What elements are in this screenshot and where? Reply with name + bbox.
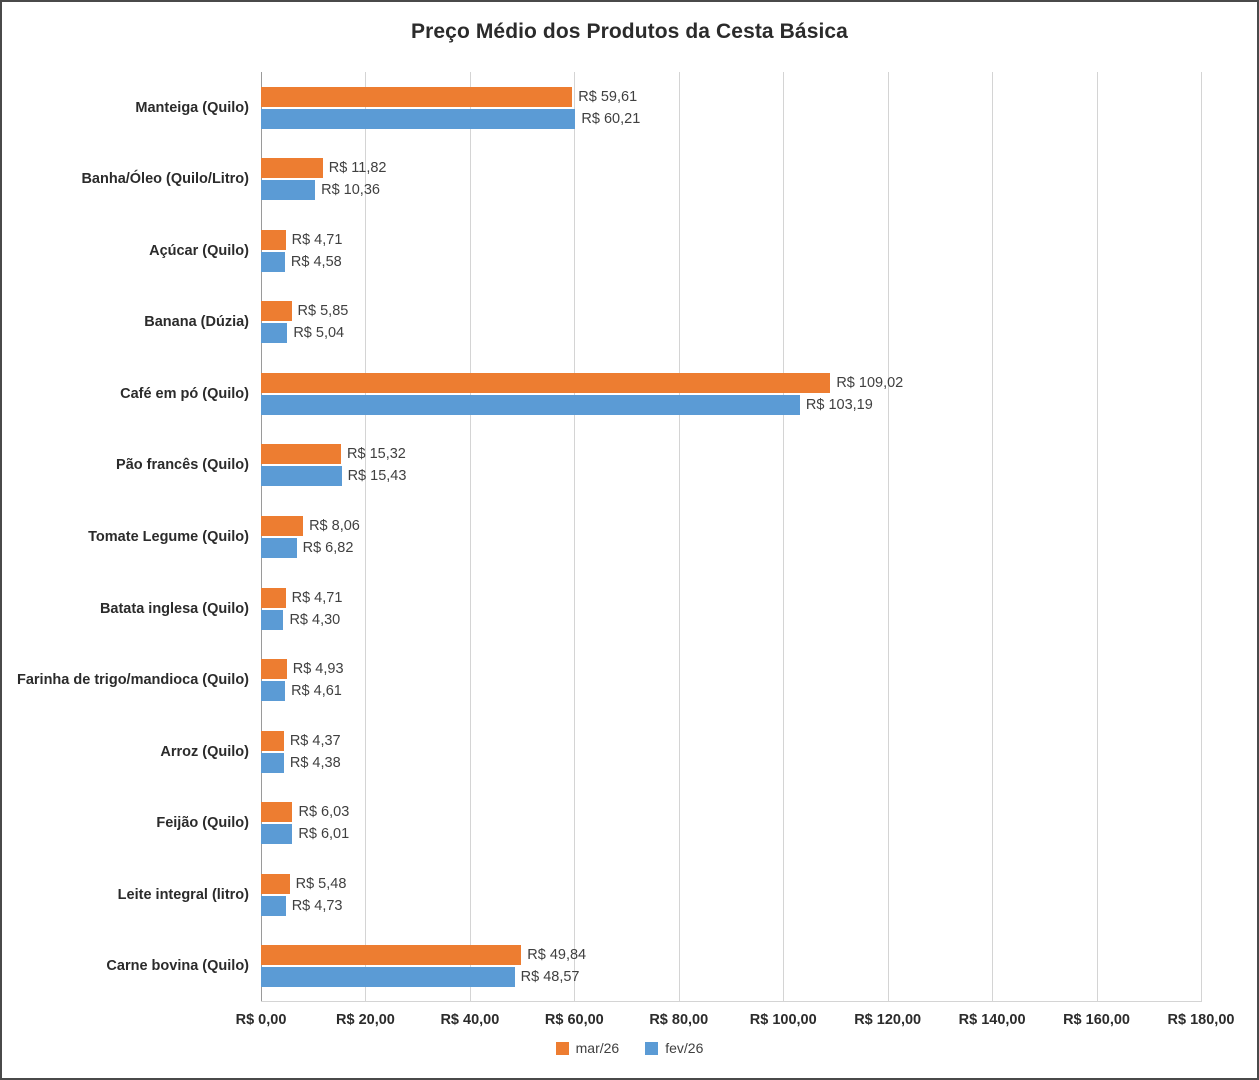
plot-area [16,72,1235,1028]
bar-value-label: R$ 4,37 [289,732,341,749]
bar-mar-26 [261,731,284,751]
chart-category-group [120,358,1201,430]
x-axis-tick-label: R$ 40,00 [440,1012,500,1028]
bar-mar-26 [261,802,292,822]
bar-mar-26 [261,945,521,965]
bar-value-label: R$ 4,73 [291,897,343,914]
bar-fev-26 [261,896,286,916]
category-label: Pão francês (Quilo) [116,457,249,474]
bar-fev-26 [261,967,515,987]
x-axis-tick-label: R$ 100,00 [749,1012,817,1028]
bar-fev-26 [261,681,285,701]
chart-category-group [135,72,1201,144]
bar-fev-26 [261,824,292,844]
bar-value-label: R$ 4,61 [291,683,342,700]
bar-value-label: R$ 10,36 [321,182,380,199]
category-label: Carne bovina (Quilo) [106,958,249,975]
bar-mar-26 [261,373,830,393]
legend-item[interactable] [645,1040,703,1056]
bar-value-label: R$ 15,43 [347,468,407,485]
bar-fev-26 [261,466,342,486]
chart-category-group [149,215,1201,287]
bar-fev-26 [261,180,315,200]
bar-value-label: R$ 15,32 [347,446,406,463]
bar-value-label: R$ 48,57 [520,969,580,986]
bar-value-label: R$ 60,21 [581,110,641,127]
bar-fev-26 [261,252,285,272]
category-label: Manteiga (Quilo) [135,99,249,116]
bar-value-label: R$ 5,48 [295,875,347,892]
bar-mar-26 [261,87,572,107]
x-axis-tick-label: R$ 0,00 [235,1012,287,1028]
x-axis-tick-label: R$ 140,00 [958,1012,1026,1028]
bar-value-label: R$ 4,71 [291,589,343,606]
category-label: Farinha de trigo/mandioca (Quilo) [16,672,249,689]
bar-value-label: R$ 4,30 [289,611,341,628]
bar-value-label: R$ 6,03 [298,804,350,821]
bar-mar-26 [261,444,341,464]
bar-value-label: R$ 6,01 [298,826,350,843]
chart-category-group [116,430,1201,502]
chart-category-group [81,144,1201,216]
category-label: Café em pó (Quilo) [120,385,249,402]
bar-mar-26 [261,516,303,536]
category-label: Feijão (Quilo) [156,815,249,832]
x-axis-tick-label: R$ 180,00 [1167,1012,1235,1028]
bar-value-label: R$ 103,19 [805,396,873,413]
legend-label: fev/26 [665,1040,704,1056]
bar-fev-26 [261,610,283,630]
bar-value-label: R$ 6,82 [302,539,354,556]
bar-value-label: R$ 109,02 [836,374,904,391]
chart-category-group [117,859,1201,931]
bar-value-label: R$ 59,61 [578,88,638,105]
x-axis-tick-label: R$ 80,00 [649,1012,709,1028]
bar-mar-26 [261,588,286,608]
bar-mar-26 [261,874,290,894]
x-axis-tick-label: R$ 20,00 [336,1012,395,1028]
x-axis-tick-label: R$ 60,00 [544,1012,604,1028]
bar-value-label: R$ 4,38 [289,754,341,771]
chart-category-group [106,930,1201,1002]
legend-swatch-icon [645,1042,658,1055]
bar-value-label: R$ 5,04 [293,325,345,342]
x-axis-tick-label: R$ 160,00 [1063,1012,1131,1028]
chart-category-group [144,287,1201,359]
legend-item[interactable] [556,1040,620,1056]
bar-value-label: R$ 8,06 [309,517,360,534]
bar-value-label: R$ 11,82 [328,160,387,177]
bar-mar-26 [261,158,323,178]
chart-category-group [160,716,1201,788]
bar-value-label: R$ 5,85 [297,303,349,320]
bar-fev-26 [261,395,800,415]
bar-value-label: R$ 4,71 [291,231,343,248]
bar-mar-26 [261,301,292,321]
category-label: Leite integral (litro) [117,886,249,903]
chart-category-group [156,787,1201,859]
category-label: Tomate Legume (Quilo) [88,528,249,545]
chart-category-group [99,573,1201,645]
category-label: Banha/Óleo (Quilo/Litro) [81,171,249,188]
bar-fev-26 [261,109,575,129]
bar-value-label: R$ 4,58 [290,253,342,270]
chart-category-group [16,644,1201,716]
x-axis-tick-label: R$ 120,00 [854,1012,922,1028]
category-label: Arroz (Quilo) [160,743,249,760]
bar-value-label: R$ 4,93 [292,661,344,678]
gridline [1201,72,1202,1002]
bar-fev-26 [261,753,284,773]
bar-mar-26 [261,659,287,679]
chart-legend [2,1040,1257,1056]
chart-title: Preço Médio dos Produtos da Cesta Básica [411,20,848,43]
category-label: Banana (Dúzia) [144,314,249,331]
bar-fev-26 [261,538,297,558]
category-label: Açúcar (Quilo) [149,242,249,259]
bar-value-label: R$ 49,84 [527,947,587,964]
bar-mar-26 [261,230,286,250]
legend-swatch-icon [556,1042,569,1055]
legend-label: mar/26 [575,1040,620,1056]
chart-category-group [88,501,1201,573]
bar-fev-26 [261,323,287,343]
category-label: Batata inglesa (Quilo) [99,600,249,617]
